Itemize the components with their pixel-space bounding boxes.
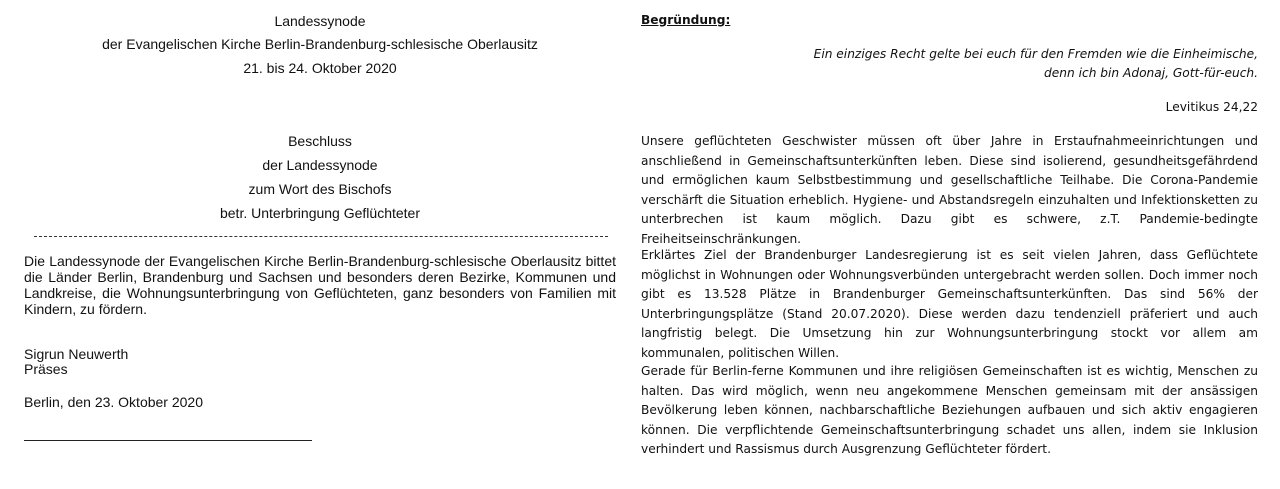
paragraph: Gerade für Berlin-ferne Kommunen und ihre religiösen Gemeinschaften ist es wichtig, Menschen zu halten. Das wird möglich, wenn neu angekommene Menschen gemeinsam mit der ansässigen Bevölkerung leben können, nachbarschaftliche Beziehungen aufbauen und sich aktiv engagieren können. Die verpflichtende Gemeinschaftsunterbringung schadet uns allen, indem sie Inklusion verhindert und Rassismus durch Ausgrenzung Geflüchteter fördert. <box>641 364 1258 457</box>
church-name: der Evangelischen Kirche Berlin-Brandenburg-schlesische Oberlausitz <box>102 36 538 52</box>
resolution-subject: betr. Unterbringung Geflüchteter <box>219 205 420 221</box>
resolution-text: Die Landessynode der Evangelischen Kirche Berlin-Brandenburg-schlesische Oberlausitz bittet die Länder Berlin, Brandenburg und Sachsen und besonders deren Bezirke, Kommunen und Landkreise, die Wohnungsunterbringung von Geflüchteten, ganz besonders von Familien mit Kindern, zu fördern. <box>24 253 616 317</box>
justification-heading: Begründung: <box>641 13 731 27</box>
synod-title: Landessynode <box>274 13 366 29</box>
signer-name: Sigrun Neuwerth <box>24 346 129 362</box>
place-date: Berlin, den 23. Oktober 2020 <box>24 394 204 410</box>
signer-role: Präses <box>24 361 68 377</box>
resolution-heading: Beschluss <box>288 133 352 149</box>
paragraph: Erklärtes Ziel der Brandenburger Landesregierung ist es seit vielen Jahren, dass Geflüchtete möglichst in Wohnungen oder Wohnungsverbünden untergebracht werden sollen. Doch immer noch gibt es 13.528 Plätze in Brandenburger Gemeinschaftsunterkünften. Das sind 56% der Unterbringungsplätze (Stand 20.07.2020). Diese werden dazu tendenziell präferiert und auch langfristig belegt. Die Umsetzung hin zur Wohnungsunterbringung stockt vor allem am kommunalen, politischen Willen. <box>641 248 1258 360</box>
synod-dates: 21. bis 24. Oktober 2020 <box>243 60 397 76</box>
dashed-divider <box>34 236 608 237</box>
quote-reference: Levitikus 24,22 <box>1165 100 1258 114</box>
paragraph: Unsere geflüchteten Geschwister müssen oft über Jahre in Erstaufnahmeeinrichtungen und anschließend in Gemeinschaftsunterkünften leben. Diese sind isolierend, gesundheitsgefährdend und ermöglichen kaum Selbstbestimmung und gesellschaftliche Teilhabe. Die Corona-Pandemie verschärft die Situation erheblich. Hygiene- und Abstandsregeln einzuhalten und Infektionsketten zu unterbrechen ist kaum möglich. Dazu gibt es schwere, z.T. Pandemie-bedingte Freiheitseinschränkungen. <box>641 134 1258 246</box>
quote-line: Ein einziges Recht gelte bei euch für den Fremden wie die Einheimische, <box>813 47 1258 61</box>
resolution-topic: zum Wort des Bischofs <box>248 181 392 197</box>
resolution-subheading: der Landessynode <box>262 157 378 173</box>
quote-line: denn ich bin Adonaj, Gott-für-euch. <box>1044 66 1258 80</box>
signature-line <box>24 440 312 441</box>
bible-quote <box>814 45 1258 83</box>
justification-document <box>640 0 1280 489</box>
